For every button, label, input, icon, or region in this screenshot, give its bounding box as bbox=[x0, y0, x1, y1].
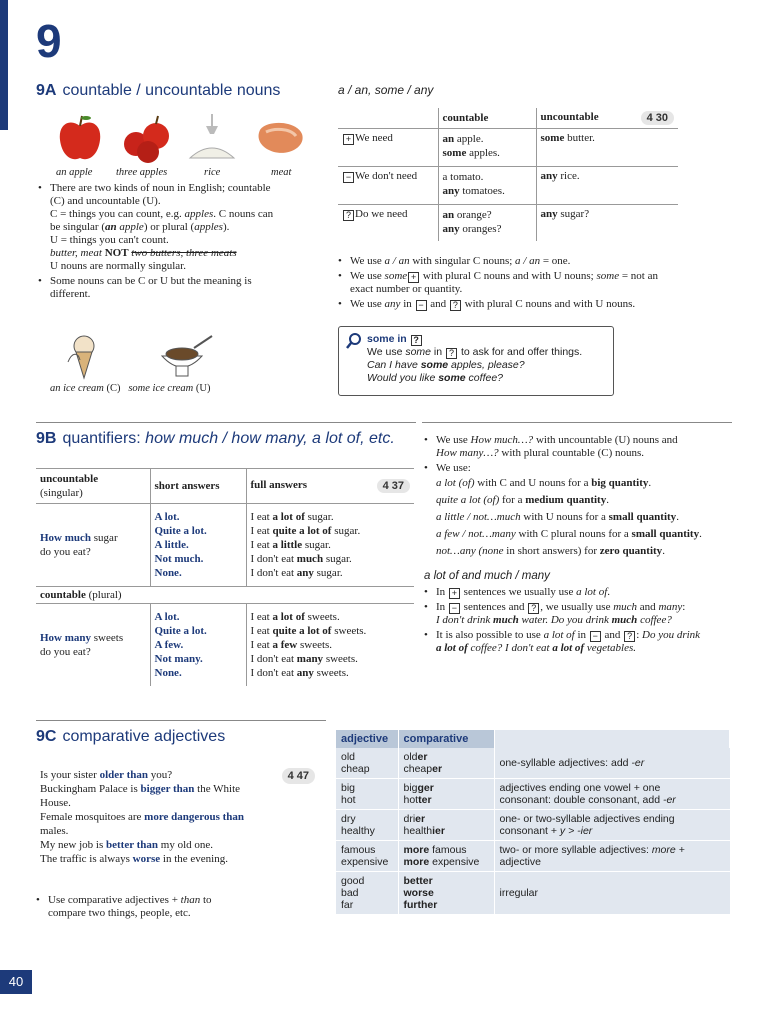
ice-cream-labels: an ice cream (C) some ice cream (U) bbox=[50, 383, 211, 394]
bullet-two-kinds: • There are two kinds of noun in English; countable (C) and uncountable (U). C = things you can count, e.g. apples. C nouns can be singular (an apple) or plural (apples). U = things you can't count. butter, meat NOT two butters, three meats U nouns are normally singular. bbox=[38, 182, 318, 273]
question-icon: ? bbox=[411, 335, 422, 346]
table-row: ? Do we need an orange? any oranges? any sugar? bbox=[338, 205, 678, 241]
some-in-questions-tip: some in ? We use some in ? to ask for and offer things. Can I have some apples, please? Would you like some coffee? bbox=[338, 326, 614, 396]
audio-icon[interactable]: 4 37 bbox=[377, 479, 410, 493]
minus-icon: − bbox=[416, 300, 427, 311]
comparative-use-note: • Use comparative adjectives + than to compare two things, people, etc. bbox=[36, 894, 296, 922]
audio-icon[interactable]: 4 47 bbox=[282, 768, 315, 784]
section-9a-title: 9A countable / uncountable nouns bbox=[36, 82, 281, 99]
table-row: old cheap older cheaper one-syllable adjectives: add -er bbox=[336, 748, 730, 779]
col-comparative: comparative bbox=[398, 730, 494, 748]
bullet-c-or-u: • Some nouns can be C or U but the meaning is different. bbox=[38, 275, 318, 301]
plus-icon: + bbox=[343, 134, 354, 145]
table-row: famous expensive more famous more expensive two- or more syllable adjectives: more + adjective bbox=[336, 841, 730, 872]
col-countable: countable bbox=[438, 108, 536, 129]
question-icon: ? bbox=[446, 348, 457, 359]
minus-icon: − bbox=[343, 172, 354, 183]
table-row: + We need an apple. some apples. some butter. bbox=[338, 129, 678, 167]
table-row: good bad far better worse further irregular bbox=[336, 872, 730, 915]
question-icon: ? bbox=[528, 603, 539, 614]
table-row: dry healthy drier healthier one- or two-syllable adjectives ending consonant + y > -ier bbox=[336, 810, 730, 841]
comparative-examples: Is your sister older than you? 4 47 Buckingham Palace is bigger than the White House. Female mosquitoes are more dangerous than males. My new job is better than my old one. The traffic is always worse in the evening. bbox=[40, 768, 315, 866]
question-icon: ? bbox=[343, 210, 354, 221]
section-9b-title: 9B quantifiers: how much / how many, a lot of, etc. bbox=[36, 430, 395, 447]
a-an-some-any-title: a / an, some / any bbox=[338, 83, 434, 97]
table-row: How much sugar do you eat? A lot. Quite a lot. A little. Not much. None. I eat a lot of sugar. I eat quite a lot of sugar. I eat a little sugar. I don't eat much sugar. I don't eat any sugar. bbox=[36, 504, 414, 587]
audio-icon[interactable]: 4 30 bbox=[641, 111, 674, 125]
food-pictures bbox=[52, 112, 312, 168]
three-apples-picture bbox=[124, 116, 169, 163]
comparative-table bbox=[336, 730, 730, 915]
ice-cream-bowl-picture bbox=[162, 336, 212, 376]
plus-icon: + bbox=[449, 588, 460, 599]
rice-picture bbox=[190, 114, 234, 158]
quantifiers-table: uncountable (singular) short answers full answers 4 37 How much sugar do you eat? A lot. Quite a lot. A little. Not much. None. I eat a lot of sugar. I eat quite a lot of sugar. I eat a little sugar. I don't eat much sugar. I don't eat any sugar. countable (plural) How many sweets do you eat? A lot. Quite a lot. A few. Not many. None. I eat a lot of sweets. I eat quite a lot of sweets. I eat a few sweets. I don't eat many sweets. I don't eat any sweets. bbox=[36, 468, 414, 686]
quantifier-rules: • We use How much…? with uncountable (U) nouns and How many…? with plural countable (C) nouns. • We use: a lot (of) with C and U nouns for a big quantity. quite a lot (of) for a medium quantity. a little / not…much with U nouns for a small quantity. a few / not…many with C plural nouns for a small quantity. not…any (none in short answers) for zero quantity. a lot of and much / many • In + sentences we usually use a lot of. • In − sentences and ? , we usually use much and many: I don't drink much water. Do you drink much coffee? • It is also possible to use a lot of in − and ? : Do you drink a lot of coffee? I don't eat a lot of vegetables. bbox=[424, 434, 744, 657]
question-icon: ? bbox=[624, 631, 635, 642]
col-adjective: adjective bbox=[336, 730, 398, 748]
page-number: 40 bbox=[0, 970, 32, 994]
minus-icon: − bbox=[590, 631, 601, 642]
some-any-rules: • We use a / an with singular C nouns; a / an = one. • We use some + with plural C nouns and with U nouns; some = not an exact number or quantity. • We use any in − and ? with plural C nouns and with U nouns. bbox=[338, 255, 718, 313]
ice-cream-pictures bbox=[62, 332, 232, 382]
minus-icon: − bbox=[449, 603, 460, 614]
plus-icon: + bbox=[408, 272, 419, 283]
unit-spine-bar bbox=[0, 0, 8, 130]
section-9a-notes bbox=[38, 182, 318, 303]
apple-picture bbox=[60, 116, 100, 159]
table-row: − We don't need a tomato. any tomatoes. any rice. bbox=[338, 167, 678, 205]
unit-number: 9 bbox=[36, 15, 62, 67]
table-row: How many sweets do you eat? A lot. Quite a lot. A few. Not many. None. I eat a lot of sweets. I eat quite a lot of sweets. I eat a few sweets. I don't eat many sweets. I don't eat any sweets. bbox=[36, 604, 414, 687]
much-many-subtitle: a lot of and much / many bbox=[424, 570, 550, 582]
table-row: big hot bigger hotter adjectives ending one vowel + one consonant: double consonant, add -er bbox=[336, 779, 730, 810]
magnifier-icon bbox=[345, 332, 363, 350]
question-icon: ? bbox=[450, 300, 461, 311]
ice-cream-cone-picture bbox=[68, 336, 94, 378]
meat-picture bbox=[259, 123, 303, 153]
some-any-table bbox=[338, 108, 678, 241]
section-9c-title: 9C comparative adjectives bbox=[36, 728, 226, 745]
col-uncountable: uncountable 4 30 bbox=[536, 108, 678, 129]
